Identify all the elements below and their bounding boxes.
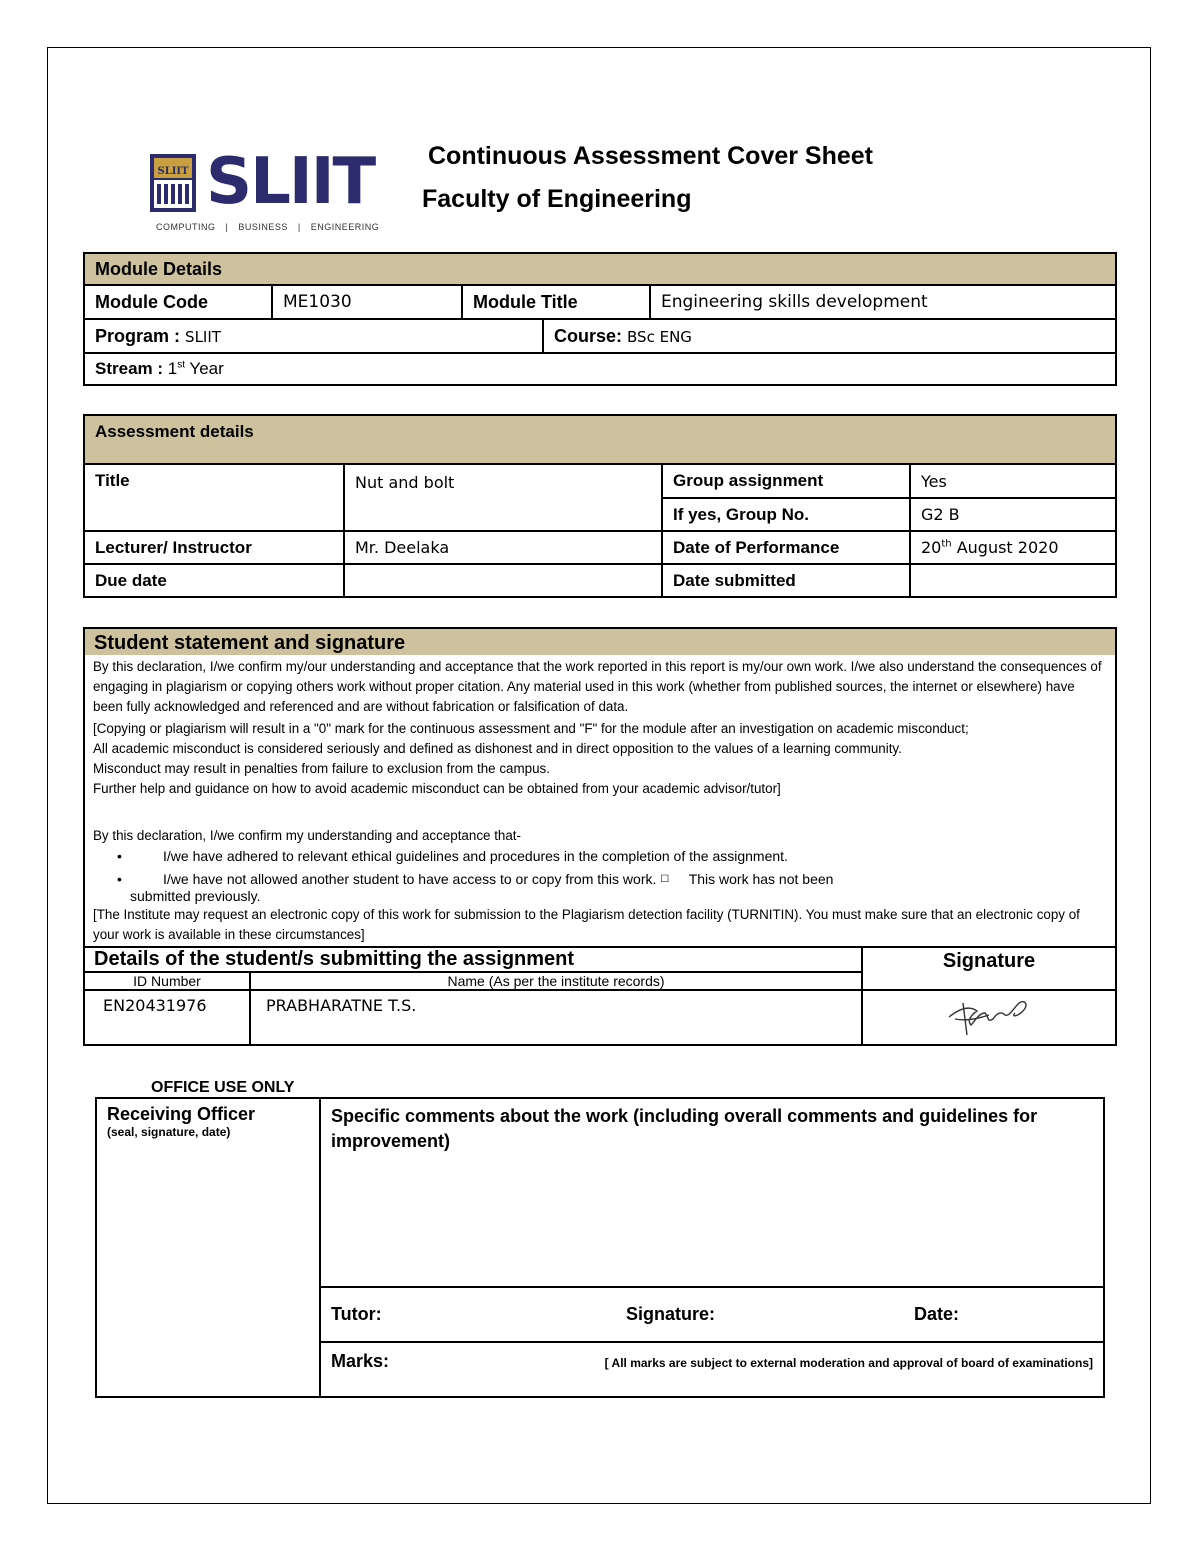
course-value: BSc ENG	[627, 327, 692, 346]
students-table	[83, 946, 1117, 1046]
course-label: Course:	[554, 325, 623, 346]
group-no-value: G2 B	[910, 498, 1116, 531]
stream-suffix: Year	[185, 359, 224, 378]
date-perf-rest: August 2020	[951, 538, 1059, 557]
statement-para3: By this declaration, I/we confirm my understanding and acceptance that-	[93, 828, 521, 843]
lecturer-value: Mr. Deelaka	[344, 531, 662, 564]
statement-para2-line2: All academic misconduct is considered seriously and defined as dishonest and in direct opposition to the values of a learning community.	[93, 741, 902, 756]
receiving-officer-note: (seal, signature, date)	[107, 1125, 231, 1139]
date-submitted-label: Date submitted	[662, 564, 910, 597]
signature-heading: Signature	[862, 947, 1116, 990]
group-label: Group assignment	[662, 464, 910, 498]
statement-body	[85, 655, 1115, 945]
statement-para2-line4: Further help and guidance on how to avoid academic misconduct can be obtained from your academic advisor/tutor]	[93, 781, 781, 796]
checkbox-icon: ☐	[660, 874, 670, 885]
office-table	[95, 1097, 1105, 1398]
program-value: SLIIT	[185, 327, 221, 346]
course-cell	[543, 319, 1116, 353]
student-id: EN20431976	[84, 990, 250, 1045]
table-row	[84, 990, 1116, 1045]
logo-wordmark: SLIIT	[206, 145, 375, 219]
tagline-business: BUSINESS	[238, 222, 288, 232]
due-date-value	[344, 564, 662, 597]
module-details-table	[83, 252, 1117, 320]
date-perf-sup: th	[941, 538, 952, 550]
tagline-sep: |	[225, 222, 229, 232]
date-label: Date:	[904, 1287, 1104, 1342]
emblem-text: SLIIT	[157, 166, 189, 177]
logo-tagline	[156, 222, 396, 232]
tagline-computing: COMPUTING	[156, 222, 216, 232]
program-cell	[84, 319, 543, 353]
tagline-sep: |	[297, 222, 301, 232]
module-code-label: Module Code	[84, 285, 272, 319]
statement-heading: Student statement and signature	[85, 629, 1115, 655]
tutor-label: Tutor:	[320, 1287, 616, 1342]
bullet-dot: •	[117, 848, 122, 864]
module-code-value: ME1030	[272, 285, 462, 319]
statement-para4: [The Institute may request an electronic copy of this work for submission to the Plagiarism detection facility (TURNITIN). You must make sure that an electronic copy of your work is available in these circumstances]	[93, 907, 1080, 942]
marks-label: Marks:	[331, 1351, 390, 1371]
id-header: ID Number	[84, 972, 250, 990]
stream-label: Stream :	[95, 359, 164, 378]
program-row	[83, 318, 1117, 386]
module-title-value: Engineering skills development	[650, 285, 1116, 319]
marks-cell	[320, 1342, 1104, 1397]
statement-box	[83, 627, 1117, 947]
group-no-label: If yes, Group No.	[662, 498, 910, 531]
handwritten-signature	[941, 991, 1037, 1039]
sliit-logo	[148, 145, 394, 236]
sliit-emblem-icon	[148, 152, 198, 214]
date-performance-value	[910, 531, 1116, 564]
signature-cell	[862, 990, 1116, 1045]
program-label: Program :	[95, 325, 181, 346]
statement-para2-line3: Misconduct may result in penalties from failure to exclusion from the campus.	[93, 761, 550, 776]
due-date-label: Due date	[84, 564, 344, 597]
student-name: PRABHARATNE T.S.	[250, 990, 862, 1045]
office-use-heading: OFFICE USE ONLY	[151, 1079, 295, 1096]
statement-bullet1	[93, 846, 1107, 866]
bullet1-text: I/we have adhered to relevant ethical guidelines and procedures in the completion of the assignment.	[163, 848, 788, 864]
name-header: Name (As per the institute records)	[250, 972, 862, 990]
signature-label: Signature:	[616, 1287, 904, 1342]
statement-para2-line1: [Copying or plagiarism will result in a "0" mark for the continuous assessment and "F" for the module after an investigation on academic misconduct;	[93, 721, 969, 736]
module-details-heading: Module Details	[84, 253, 1116, 285]
tagline-engineering: ENGINEERING	[310, 222, 380, 232]
date-performance-label: Date of Performance	[662, 531, 910, 564]
title-value: Nut and bolt	[344, 464, 662, 531]
date-submitted-value	[910, 564, 1116, 597]
bullet-dot: •	[117, 871, 122, 887]
assessment-heading: Assessment details	[84, 415, 1116, 464]
comments-cell: Specific comments about the work (including overall comments and guidelines for improvement)	[320, 1098, 1104, 1287]
lecturer-label: Lecturer/ Instructor	[84, 531, 344, 564]
bullet2-text-c: submitted previously.	[130, 888, 261, 904]
date-perf-day: 20	[921, 538, 942, 557]
stream-sup: st	[177, 359, 186, 371]
stream-cell	[84, 353, 1116, 385]
stream-value: 1	[167, 359, 178, 378]
group-value: Yes	[910, 464, 1116, 498]
statement-bullet2	[93, 871, 1107, 905]
bullet2-text-a: I/we have not allowed another student to have access to or copy from this work.	[163, 871, 657, 887]
page-title: Continuous Assessment Cover Sheet	[428, 142, 874, 170]
students-heading: Details of the student/s submitting the assignment	[84, 947, 862, 972]
marks-note: [ All marks are subject to external moderation and approval of board of examinations]	[604, 1356, 1093, 1370]
title-label: Title	[84, 464, 344, 531]
statement-para1: By this declaration, I/we confirm my/our understanding and acceptance that the work reported in this report is my/our own work. I/we also understand the consequences of engaging in plagiarism or copying others work without proper citation. Any material used in this work (whether from published sources, the internet or elsewhere) have been fully acknowledged and referenced and are without fabrication or falsification of data.	[93, 659, 1102, 714]
bullet2-text-b: This work has not been	[688, 871, 834, 887]
page-subtitle: Faculty of Engineering	[422, 185, 692, 213]
receiving-officer-label: Receiving Officer	[107, 1104, 256, 1124]
assessment-details-table	[83, 414, 1117, 598]
receiving-officer-cell	[96, 1098, 320, 1397]
module-title-label: Module Title	[462, 285, 650, 319]
